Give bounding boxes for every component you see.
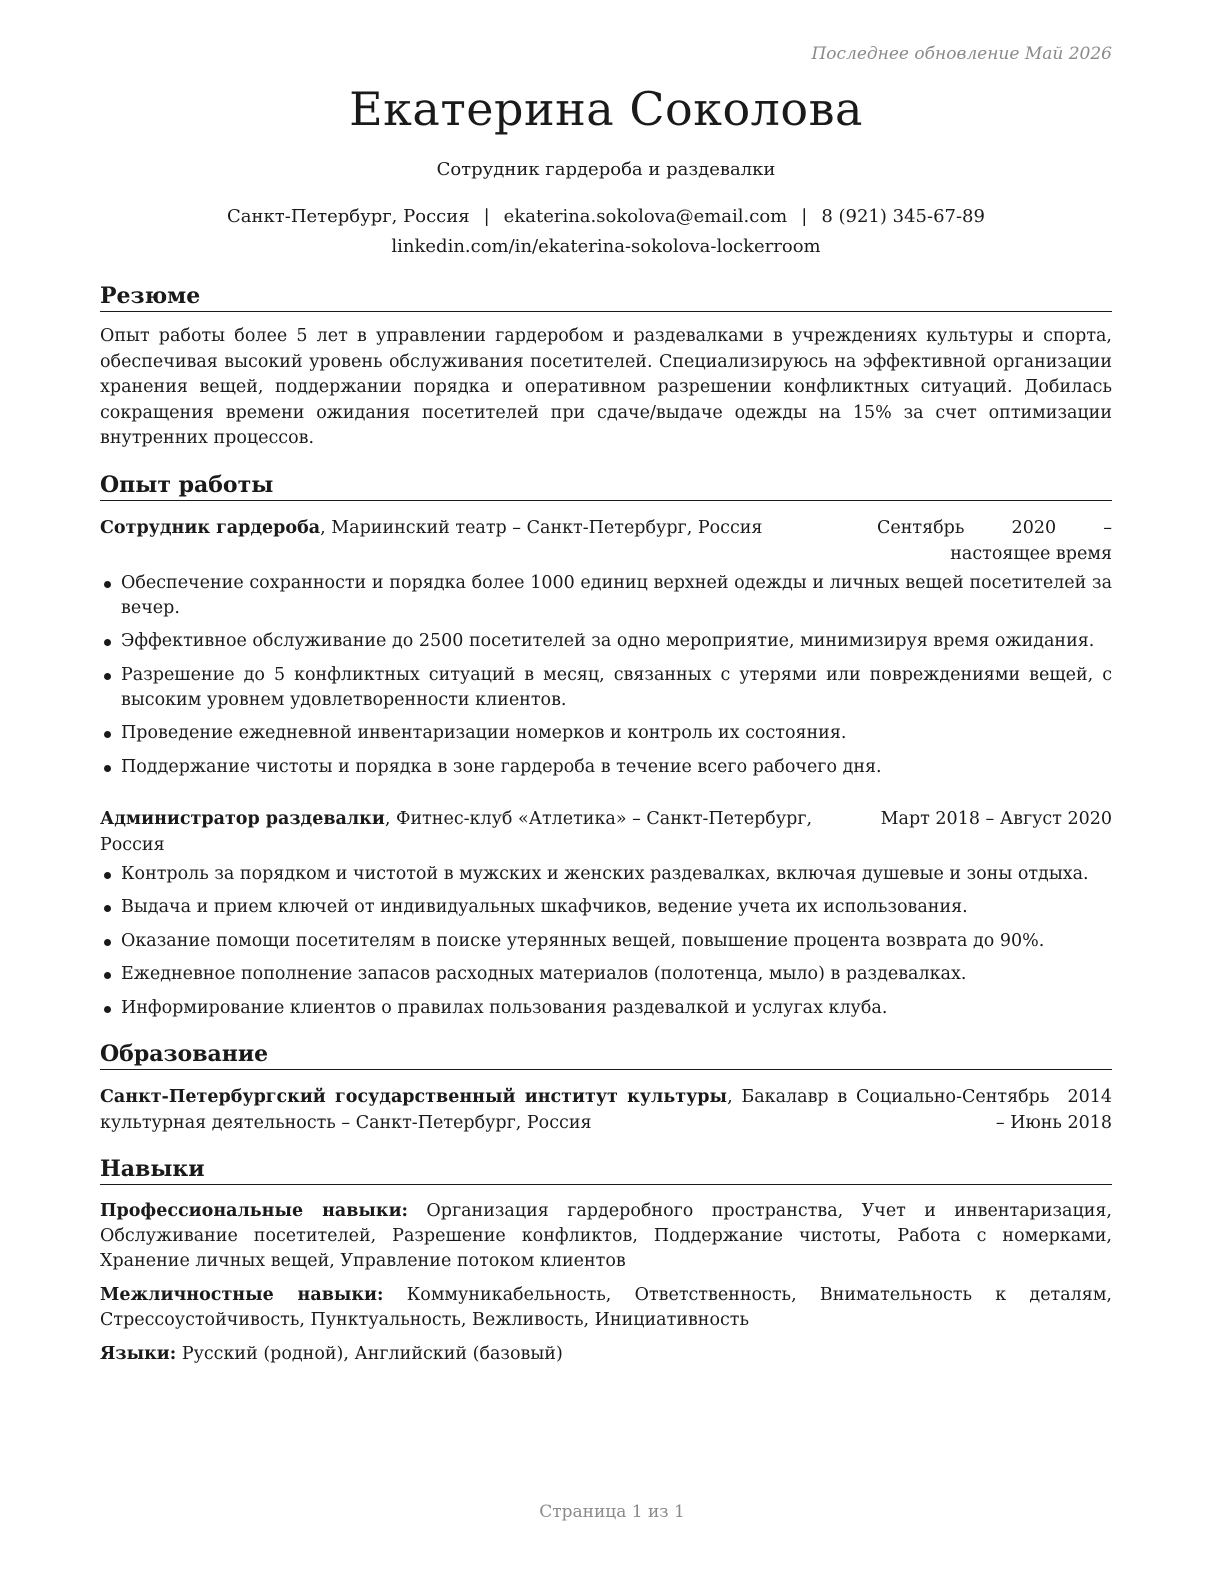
- page-number: Страница 1 из 1: [539, 1502, 685, 1522]
- job-entry: [100, 515, 1112, 780]
- job-dates: Сентябрь 2020 – настоящее время: [877, 517, 1112, 564]
- institution: Санкт-Петербургский государственный институт культуры: [100, 1086, 728, 1107]
- phone: 8 (921) 345-67-89: [821, 206, 985, 228]
- list-item: Ежедневное пополнение запасов расходных материалов (полотенца, мыло) в раздевалках.: [100, 962, 1112, 987]
- experience-section: [100, 472, 1112, 1021]
- job-bullets: [100, 571, 1112, 780]
- job-title-line: [100, 515, 877, 567]
- job-dates: Март 2018 – Август 2020: [880, 808, 1112, 829]
- skills-section: [100, 1156, 1112, 1367]
- resume-page: [100, 40, 1112, 1367]
- education-dates: Сентябрь 2014 – Июнь 2018: [962, 1086, 1112, 1133]
- job-role: Администратор раздевалки: [100, 808, 385, 829]
- education-title-line: [100, 1084, 962, 1136]
- section-heading: Образование: [100, 1041, 1112, 1070]
- separator: |: [801, 206, 808, 228]
- summary-section: [100, 283, 1112, 452]
- job-org: , Мариинский театр – Санкт-Петербург, Россия: [320, 517, 763, 538]
- linkedin-link[interactable]: linkedin.com/in/ekaterina-sokolova-lockerroom: [391, 236, 821, 258]
- skills-list: Организация гардеробного пространства, Учет и инвентаризация, Обслуживание посетителей, Разрешение конфликтов, Поддержание чистоты, Работа с номерками, Хранение личных вещей, Управление потоком клиентов: [100, 1200, 1112, 1271]
- section-heading: Резюме: [100, 283, 1112, 312]
- skills-list: Русский (родной), Английский (базовый): [181, 1343, 563, 1364]
- education-section: [100, 1041, 1112, 1136]
- list-item: Разрешение до 5 конфликтных ситуаций в месяц, связанных с утерями или повреждениями вещей, с высоким уровнем удовлетворенности клиентов.: [100, 663, 1112, 713]
- list-item: Выдача и прием ключей от индивидуальных шкафчиков, ведение учета их использования.: [100, 895, 1112, 920]
- degree: , Бакалавр в Социально-культурная деятельность – Санкт-Петербург, Россия: [100, 1086, 962, 1133]
- list-item: Контроль за порядком и чистотой в мужских и женских раздевалках, включая душевые и зоны отдыха.: [100, 862, 1112, 887]
- professional-skills: [100, 1199, 1112, 1274]
- skills-label: Межличностные навыки:: [100, 1284, 384, 1305]
- interpersonal-skills: [100, 1283, 1112, 1333]
- list-item: Поддержание чистоты и порядка в зоне гардероба в течение всего рабочего дня.: [100, 755, 1112, 780]
- education-entry: [100, 1084, 1112, 1136]
- job-org: , Фитнес-клуб «Атлетика» – Санкт-Петербург, Россия: [100, 808, 813, 855]
- job-entry: [100, 806, 1112, 1021]
- candidate-title: Сотрудник гардероба и раздевалки: [436, 159, 776, 181]
- summary-text: Опыт работы более 5 лет в управлении гардеробом и раздевалками в учреждениях культуры и спорта, обеспечивая высокий уровень обслуживания посетителей. Специализируюсь на эффективной организации хранения вещей, поддержании порядка и оперативном разрешении конфликтных ситуаций. Добилась сокращения времени ожидания посетителей при сдаче/выдаче одежды на 15% за счет оптимизации внутренних процессов.: [100, 326, 1112, 449]
- languages: [100, 1342, 1112, 1367]
- email-link[interactable]: ekaterina.sokolova@email.com: [503, 206, 788, 228]
- list-item: Оказание помощи посетителям в поиске утерянных вещей, повышение процента возврата до 90%.: [100, 929, 1112, 954]
- skills-label: Языки:: [100, 1343, 177, 1364]
- contact-line: [100, 206, 1112, 227]
- separator: |: [483, 206, 490, 228]
- skills-label: Профессиональные навыки:: [100, 1200, 409, 1221]
- list-item: Эффективное обслуживание до 2500 посетителей за одно мероприятие, минимизируя время ожидания.: [100, 629, 1112, 654]
- list-item: Проведение ежедневной инвентаризации номерков и контроль их состояния.: [100, 721, 1112, 746]
- last-updated: Последнее обновление Май 2026: [811, 44, 1112, 64]
- location: Санкт-Петербург, Россия: [227, 206, 470, 228]
- job-role: Сотрудник гардероба: [100, 517, 321, 538]
- job-title-line: [100, 806, 881, 858]
- list-item: Информирование клиентов о правилах пользования раздевалкой и услугах клуба.: [100, 996, 1112, 1021]
- job-bullets: [100, 862, 1112, 1021]
- candidate-name: Екатерина Соколова: [349, 82, 863, 136]
- skills-list: Коммуникабельность, Ответственность, Внимательность к деталям, Стрессоустойчивость, Пунктуальность, Вежливость, Инициативность: [100, 1284, 1112, 1330]
- education-header: [100, 1084, 1112, 1136]
- section-heading: Навыки: [100, 1156, 1112, 1185]
- job-header: [100, 806, 1112, 858]
- job-header: [100, 515, 1112, 567]
- list-item: Обеспечение сохранности и порядка более 1000 единиц верхней одежды и личных вещей посетителей за вечер.: [100, 571, 1112, 621]
- section-heading: Опыт работы: [100, 472, 1112, 501]
